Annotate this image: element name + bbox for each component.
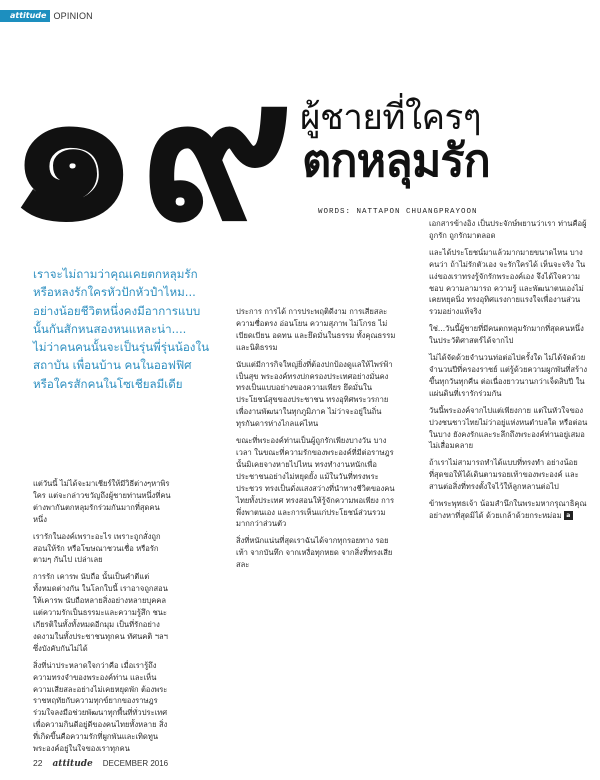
body-paragraph: นับแต่มีการกิจใหญ่ยิ่งที่ต้องปกป้องดูแลให้ไพร่ฟ้าเป็นสุข พระองค์ทรงปกครองประเทศอย่างมั่นคง ทรงเป็นแบบอย่างของความเพียร ยึดมั่นในประโยชน์สุขของประชาชน ทรงอุทิศพระวรกายเพื่องานพัฒนาในทุกภูมิภาค ไม่ว่าจะอยู่ในถิ่นทุรกันดารห่างไกลแค่ไหน [236,359,393,429]
standfirst-line: นั้นกันสักหนสองหนแหละน่า.... [33,321,187,336]
body-paragraph: ไม่ได้จัดด้วยจำนวนท่อต่อไปครั้งใด ไม่ได้จัดด้วยจำนวนปีที่ครองราชย์ แต่รู้ด้วยความผูกพันที่สร้างขึ้นทุกวันทุกคืน ต่อเนื่องยาวนานกว่าเจ็ดสิบปี ในแผ่นดินที่เรารักร่วมกัน [429,353,588,398]
body-paragraph: เอกสารข้างอิง เป็นประจักษ์พยานว่าเรา ท่านคือผู้ถูกรัก ถูกรักมาตลอด [429,219,587,240]
body-column-3 [429,218,589,522]
section-label: OPINION [53,11,93,21]
standfirst-line: อย่างน้อยชีวิตหนึ่งคงมีอาการแบบ [33,303,201,318]
brand-tag: attitude [0,10,50,22]
body-paragraph: ประการ การได้ การประพฤติดีงาม การเสียสละ ความซื่อตรง อ่อนโยน ความสุภาพ ไม่โกรธ ไม่เบียดเบียน อดทน และยึดมั่นในธรรม ทั้งคุณธรรมและนิติธรรม [236,307,396,352]
body-paragraph: ขณะที่พระองค์ท่านเป็นผู้ถูกรักเพียงบางวัน บางเวลา ในขณะที่ความรักของพระองค์ที่มีต่อราษฎรนั้นมิเคยจางหายไปไหน ทรงทำงานหนักเพื่อประชาชนอย่างไม่หยุดยั้ง แม้ในวันที่ทรงพระประชวร ทรงเป็นดั่งแสงสว่างที่นำทางชีวิตของคนไทยทั้งประเทศ ทรงสอนให้รู้จักความพอเพียง การพึ่งพาตนเอง และการเห็นแก่ประโยชน์ส่วนรวมมากกว่าส่วนตัว [236,436,395,529]
body-paragraph: วันนี้พระองค์จากไปแต่เพียงกาย แต่ในหัวใจของปวงชนชาวไทยไม่ว่าอยู่แห่งหนตำบลใด หรือต่อนในบาง ยังคงรักและระลึกถึงพระองค์ท่านอยู่เสมอไม่เสื่อมคลาย [429,405,588,451]
body-paragraph: เรารักในองค์เพราะอะไร เพราะถูกสั่งถูกสอนให้รัก หรือโฆษณาชวนเชื่อ หรือรักตามๆ กันไป เปล่าเลย [33,531,161,565]
end-mark-icon: a [564,511,573,520]
footer-brand: attitude [52,759,93,769]
standfirst-line: ไม่ว่าคนคนนั้นจะเป็นรุ่นพี่รุ่นน้องใน [33,340,210,355]
standfirst-line: หรือหลงรักใครหัวปักหัวปำไหม... [33,285,196,300]
closing-text: ข้าพระพุทธเจ้า น้อมสำนึกในพระมหากรุณาธิคุณอย่างหาที่สุดมิได้ ด้วยเกล้าด้วยกระหม่อม [429,499,587,520]
body-paragraph: สิ่งที่น่าประหลาดใจกว่าคือ เมื่อเรารู้ถึงความทรงจำของพระองค์ท่าน และเห็นความเสียสละอย่างไม่เคยหยุดพัก ต้องพระราชหฤทัยกับความทุกข์ยากของราษฎร ร่วมใจลงมือช่วยพัฒนาทุกพื้นที่ทั่วประเทศ เพื่อความกินดีอยู่ดีของคนไทยทั้งหลาย สิ่งที่เกิดขึ้นคือความรักที่ผูกพันและเทิดทูนพระองค์อยู่ในใจของเราทุกคน [33,660,168,754]
body-paragraph: แต่วันนี้ ไม่ได้จะมาเชียร์ให้มีวิธีต่างๆหาพิรใคร แต่จะกล่าวขวัญถึงผู้ชายท่านหนึ่งที่คนต่างพากันตกหลุมรักร่วมกันมากที่สุดคนหนึ่ง [33,479,171,524]
title-numeral [6,37,296,265]
body-paragraph: สิ่งที่หนักแน่นที่สุดเราฉันได้จากทุกรอยทาง รอยเท้า จากบันทึก จากเหงื่อทุกหยด จากสิ่งที่ทรงเสียสละ [236,536,393,570]
body-paragraph: การรัก เคารพ นับถือ นั้นเป็นคำตีแต่ทั้งหมดต่างกัน ในโลกใบนี้ เราอาจถูกสอนให้เคารพ นับถือหลายสิ่งอย่างหลายบุคคล แต่ความรักเป็นธรรมะและความรู้สึก ชนะเกียรติในทั้งทั้งหมดอีกมุม เป็นที่รักอย่างงดงามในทั้งประชาชนทุกคน ทัศนคติ ฯลฯ ซึ่งบังคับกันไม่ได้ [33,572,168,653]
body-paragraph: ถ้าเราไม่สามารถทำได้แบบที่ทรงทำ อย่างน้อยที่สุดขอให้ได้เดินตามรอยเท้าของพระองค์ และสานต่อสิ่งที่ทรงตั้งใจไว้ให้ลูกหลานต่อไป [429,458,579,492]
title-numeral-text: ๑๙ [6,37,294,265]
body-column-1 [33,478,172,754]
standfirst-line: เราจะไม่ถามว่าคุณเคยตกหลุมรัก [33,267,198,281]
standfirst-line: หรือใครสักคนในโซเชียลมีเดีย [33,376,183,391]
body-paragraph: ใช่...วันนี้ผู้ชายที่มีคนตกหลุมรักมากที่สุดคนหนึ่งในประวัติศาสตร์ได้จากไป [429,324,584,346]
page-footer [33,758,168,769]
issue-date: DECEMBER 2016 [102,759,169,768]
page-number: 22 [33,758,43,768]
headline-line-2: ตกหลุมรัก [302,134,490,187]
body-paragraph-final [429,498,589,522]
standfirst-line: สถาบัน เพื่อนบ้าน คนในออฟฟิศ [33,358,192,373]
section-tag [0,10,93,22]
headline-line-1: ผู้ชายที่ใครๆ [300,98,482,138]
body-column-2 [236,306,396,571]
standfirst [33,265,233,393]
body-paragraph: และได้ประโยชน์มาแล้วมากมายขนาดไหน บางคนว่า ถ้าไม่รักตัวเอง จะรักใครได้ เห็นจะจริง ในแง่ของเราทรงรู้จักรักพระองค์เอง จึงได้ใจความชอบ ความลามารถ ความรู้ และพัฒนาตนเองไม่เคยหยุดนิ่ง ทรงอุทิศแรงกายแรงใจเพื่องานส่วนรวมอย่างแท้จริง [429,247,586,317]
byline: WORDS: NATTAPON CHUANGPRAYOON [318,208,478,216]
